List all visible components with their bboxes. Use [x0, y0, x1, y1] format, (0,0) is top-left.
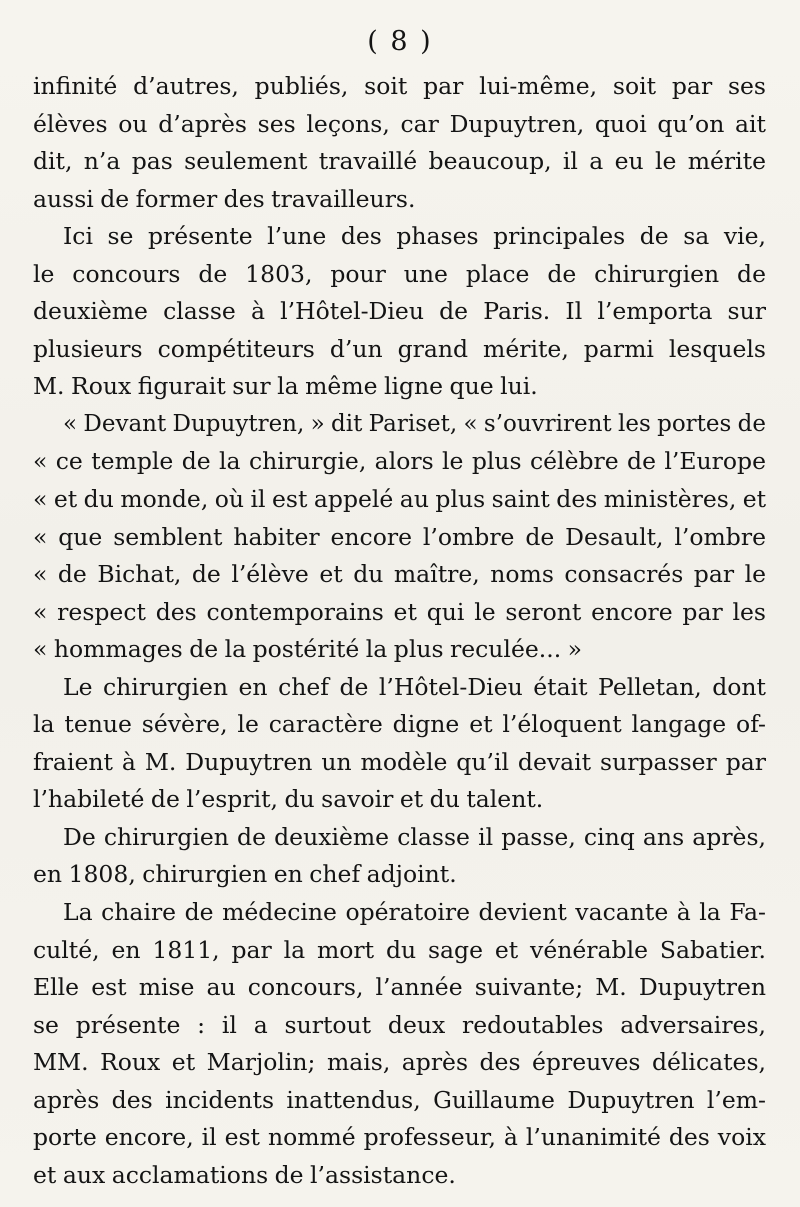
text-line: la tenue sévère, le caractère digne et l’éloquent langage of- — [33, 710, 766, 739]
text-line: De chirurgien de deuxième classe il passe, cinq ans après, — [63, 822, 766, 851]
quote-line: « de Bichat, de l’élève et du maître, noms consacrés par le — [33, 560, 766, 589]
page-number: ( 8 ) — [367, 26, 433, 57]
quote-line: « respect des contemporains et qui le seront encore par les — [33, 597, 766, 626]
text-line: porte encore, il est nommé professeur, à l’unanimité des voix — [33, 1123, 766, 1152]
text-line: Elle est mise au concours, l’année suivante; M. Dupuytren — [33, 973, 766, 1002]
text-line: Ici se présente l’une des phases principales de sa vie, — [63, 222, 766, 251]
text-line: l’habileté de l’esprit, du savoir et du talent. — [33, 785, 544, 814]
text-line: et aux acclamations de l’assistance. — [33, 1160, 456, 1189]
text-line: le concours de 1803, pour une place de chirurgien de — [33, 259, 766, 288]
quote-line: « que semblent habiter encore l’ombre de Desault, l’ombre — [33, 522, 766, 551]
text-line: se présente : il a surtout deux redoutables adversaires, — [33, 1010, 766, 1039]
text-line: fraient à M. Dupuytren un modèle qu’il devait surpasser par — [33, 747, 766, 776]
text-line: après des incidents inattendus, Guillaume Dupuytren l’em- — [33, 1085, 766, 1114]
body-text — [33, 68, 766, 1194]
quote-line: « ce temple de la chirurgie, alors le plus célèbre de l’Europe — [33, 447, 766, 476]
quote-line: « et du monde, où il est appelé au plus saint des ministères, et — [33, 485, 767, 514]
text-line: aussi de former des travailleurs. — [33, 184, 416, 213]
text-line: deuxième classe à l’Hôtel-Dieu de Paris. Il l’emporta sur — [33, 297, 766, 326]
text-line: Le chirurgien en chef de l’Hôtel-Dieu était Pelletan, dont — [63, 672, 766, 701]
text-line: infinité d’autres, publiés, soit par lui-même, soit par ses — [33, 72, 766, 100]
text-line: en 1808, chirurgien en chef adjoint. — [33, 860, 457, 889]
quote-line: « Devant Dupuytren, » dit Pariset, « s’ouvrirent les portes de — [63, 410, 766, 437]
text-line: dit, n’a pas seulement travaillé beaucoup, il a eu le mérite — [33, 147, 766, 176]
text-line: M. Roux figurait sur la même ligne que lui. — [33, 372, 538, 401]
text-line: plusieurs compétiteurs d’un grand mérite, parmi lesquels — [33, 334, 766, 363]
text-line: culté, en 1811, par la mort du sage et vénérable Sabatier. — [33, 935, 766, 964]
text-line: La chaire de médecine opératoire devient vacante à la Fa- — [63, 898, 766, 927]
quote-line: « hommages de la postérité la plus reculée... » — [33, 635, 583, 664]
text-line: élèves ou d’après ses leçons, car Dupuytren, quoi qu’on ait — [33, 109, 766, 138]
text-line: MM. Roux et Marjolin; mais, après des épreuves délicates, — [33, 1048, 766, 1077]
